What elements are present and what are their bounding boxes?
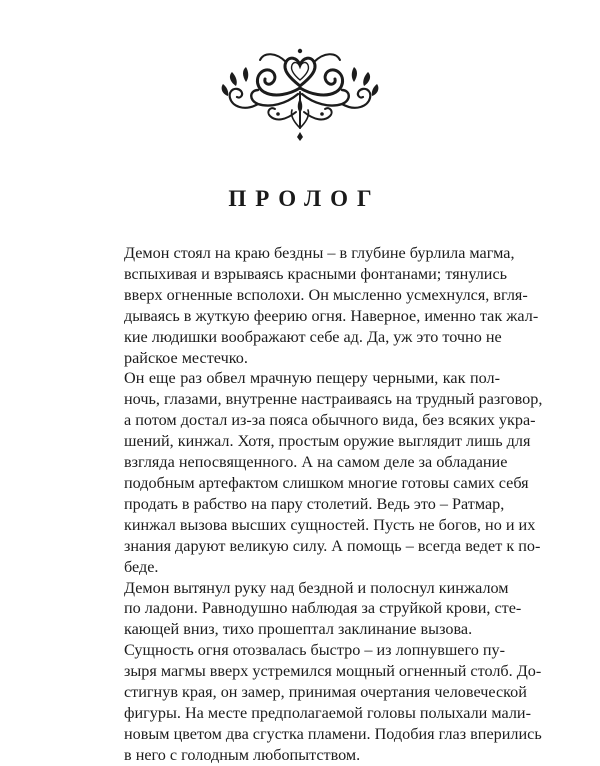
text-line: фигуры. На месте предполагаемой головы полыхали мали- [124, 703, 531, 722]
text-line: кающей вниз, тихо прошептал заклинание вызова. [124, 620, 473, 639]
text-line: беде. [124, 557, 159, 576]
text-line: продать в рабство на пару столетий. Ведь это – Ратмар, [124, 494, 505, 513]
text-line: кие людишки воображают себе ад. Да, уж это точно не [124, 327, 502, 346]
text-line: кинжал вызова высших сущностей. Пусть не богов, но и их [124, 515, 536, 534]
text-line: взгляда непосвященного. А на самом деле за обладание [124, 453, 508, 472]
text-line: знания даруют великую силу. А помощь – всегда ведет к по- [124, 536, 541, 555]
text-line: подобным артефактом слишком многие готовы самих себя [124, 473, 529, 492]
text-line: стигнув края, он замер, принимая очертания человеческой [124, 683, 527, 702]
text-line: шений, кинжал. Хотя, простым оружие выглядит лишь для [124, 432, 531, 451]
text-line: по ладони. Равнодушно наблюдая за струйкой крови, сте- [124, 599, 522, 618]
text-line: ночь, глазами, внутренне настраиваясь на трудный разговор, [124, 390, 543, 409]
chapter-title: ПРОЛОГ [228, 186, 381, 211]
paragraph [103, 368, 543, 577]
text-line: а потом достал из-за пояса обычного вида, без всяких укра- [124, 411, 536, 430]
paragraph [103, 243, 539, 368]
text-line: Он еще раз обвел мрачную пещеру черными, как пол- [124, 369, 500, 388]
text-line: Демон стоял на краю бездны – в глубине бурлила магма, [124, 244, 515, 262]
paragraph [103, 578, 522, 641]
text-line: зыря магмы вверх устремился мощный огненный столб. До- [124, 662, 542, 681]
text-line: вспыхивая и взрываясь красными фонтанами; тянулись [124, 264, 508, 283]
text-line: райское местечко. [124, 348, 248, 367]
paragraph [103, 640, 542, 765]
text-line: новым цветом два сгустка пламени. Подобия глаз вперились [124, 724, 542, 743]
text-line: дываясь в жуткую феерию огня. Наверное, именно так жал- [124, 306, 539, 325]
text-line: Демон вытянул руку над бездной и полоснул кинжалом [124, 578, 509, 597]
text-line: в него с голодным любопытством. [124, 745, 361, 764]
chapter-body [103, 243, 543, 766]
vignette-ornament-icon [220, 42, 380, 142]
text-line: Сущность огня отозвалась быстро – из лопнувшего пу- [124, 641, 506, 660]
text-line: вверх огненные всполохи. Он мысленно усмехнулся, вгля- [124, 285, 528, 304]
